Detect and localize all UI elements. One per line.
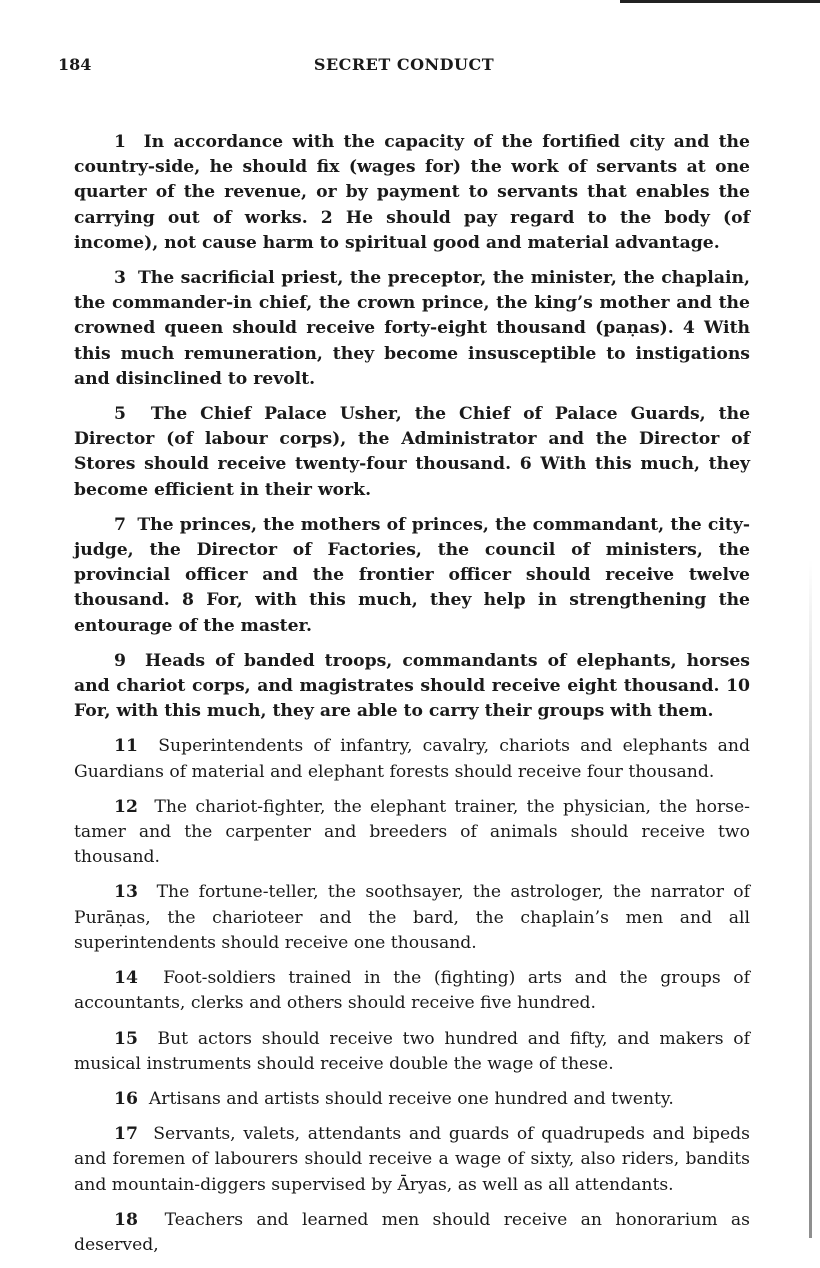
page-number: 184 bbox=[58, 55, 92, 74]
top-border-line bbox=[620, 0, 820, 3]
page-header bbox=[58, 55, 750, 79]
paragraph-5 bbox=[74, 402, 750, 503]
paragraph-text: Servants, valets, attendants and guards of quadrupeds and bipeds and foremen of labourers should receive a wage of sixty, also riders, bandits and mountain-diggers supervised by Āryas, as well as all attendants. bbox=[74, 1124, 750, 1195]
paragraph-12 bbox=[74, 795, 750, 871]
paragraph-number: 18 bbox=[114, 1209, 138, 1230]
paragraph-text: The Chief Palace Usher, the Chief of Palace Guards, the Director (of labour corps), the Administrator and the Director of Stores should receive twenty-four thousand. 6 With this much, they become efficient in their work. bbox=[74, 404, 750, 500]
paragraph-15 bbox=[74, 1027, 750, 1077]
paragraph-number: 5 bbox=[114, 404, 126, 425]
paragraph-14 bbox=[74, 966, 750, 1016]
paragraph-16 bbox=[74, 1087, 750, 1112]
paragraph-number: 7 bbox=[114, 514, 126, 535]
paragraph-number: 17 bbox=[114, 1124, 138, 1145]
paragraph-17 bbox=[74, 1122, 750, 1198]
paragraph-number: 15 bbox=[114, 1028, 138, 1049]
paragraph-13 bbox=[74, 880, 750, 956]
paragraph-text: The princes, the mothers of princes, the commandant, the city-judge, the Director of Factories, the council of ministers, the provincial officer and the frontier officer should receive twelve thousand. 8 For, with this much, they help in strengthening the entourage of the master. bbox=[74, 514, 750, 636]
paragraph-number: 1 bbox=[114, 132, 126, 152]
paragraph-18 bbox=[74, 1208, 750, 1258]
paragraph-number: 16 bbox=[114, 1088, 138, 1109]
paragraph-text: The chariot-fighter, the elephant trainer, the physician, the horse-tamer and the carpenter and breeders of animals should receive two thousand. bbox=[74, 796, 750, 868]
paragraph-text: The fortune-teller, the soothsayer, the astrologer, the narrator of Purāṇas, the charioteer and the bard, the chaplain’s men and all superintendents should receive one thousand. bbox=[74, 882, 750, 953]
paragraph-text: In accordance with the capacity of the fortified city and the country-side, he should fix (wages for) the work of servants at one quarter of the revenue, or by payment to servants that enables the carrying out of works. 2 He should pay regard to the body (of income), not cause harm to spiritual good and material advantage. bbox=[74, 132, 750, 253]
running-title: SECRET CONDUCT bbox=[313, 55, 495, 74]
paragraph-7 bbox=[74, 513, 750, 639]
paragraph-3 bbox=[74, 266, 750, 392]
paragraph-text: Foot-soldiers trained in the (fighting) arts and the groups of accountants, clerks and others should receive five hundred. bbox=[74, 968, 750, 1014]
paragraph-text: Superintendents of infantry, cavalry, chariots and elephants and Guardians of material and elephant forests should receive four thousand. bbox=[74, 736, 750, 782]
paragraph-9 bbox=[74, 649, 750, 725]
paragraph-text: Heads of banded troops, commandants of elephants, horses and chariot corps, and magistrates should receive eight thousand. 10 For, with this much, they are able to carry their groups with them. bbox=[74, 650, 750, 722]
paragraph-text: The sacrificial priest, the preceptor, the minister, the chaplain, the commander-in chief, the crown prince, the king’s mother and the crowned queen should receive forty-eight thousand (paṇas). 4 With this much remuneration, they become insusceptible to instigations and disinclined to revolt. bbox=[74, 268, 750, 389]
paragraph-text: Artisans and artists should receive one hundred and twenty. bbox=[148, 1088, 674, 1109]
paragraph-number: 12 bbox=[114, 796, 138, 817]
page-edge-shadow bbox=[809, 560, 812, 1238]
paragraph-text: But actors should receive two hundred and fifty, and makers of musical instruments should receive double the wage of these. bbox=[74, 1028, 750, 1074]
paragraph-number: 11 bbox=[114, 736, 138, 757]
paragraph-number: 14 bbox=[114, 968, 138, 989]
paragraph-text: Teachers and learned men should receive an honorarium as deserved, bbox=[74, 1209, 750, 1255]
paragraph-11 bbox=[74, 734, 750, 784]
body-text bbox=[74, 130, 750, 1268]
paragraph-1 bbox=[74, 130, 750, 256]
paragraph-number: 3 bbox=[114, 268, 126, 289]
paragraph-number: 13 bbox=[114, 882, 138, 903]
paragraph-number: 9 bbox=[114, 650, 126, 671]
